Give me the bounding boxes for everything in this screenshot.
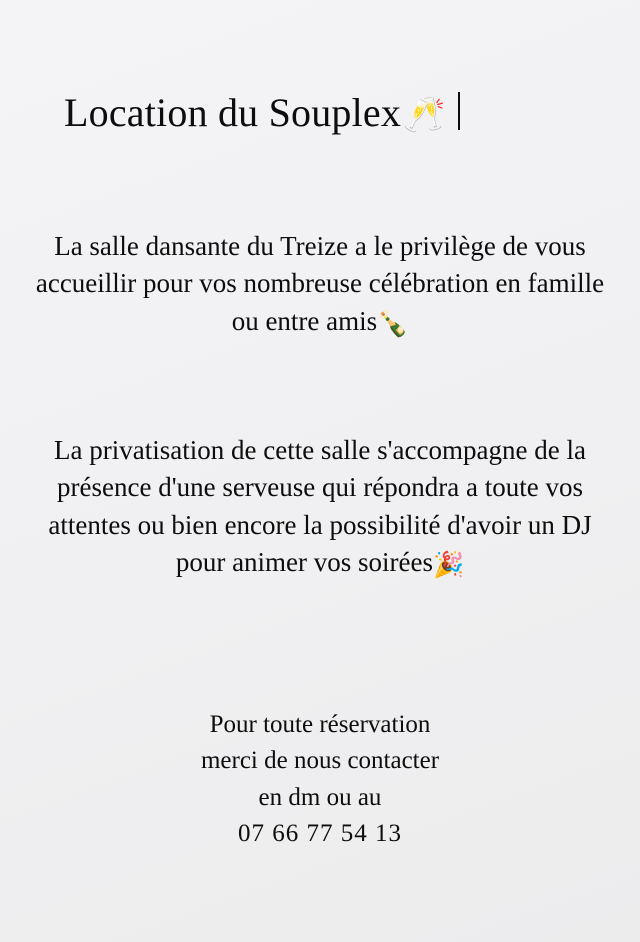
contact-line-1: Pour toute réservation <box>209 711 431 738</box>
paragraph-services <box>28 432 612 583</box>
contact-line-2: merci de nous contacter <box>200 747 440 775</box>
contact-phone-number[interactable]: 07 66 77 54 13 <box>238 819 402 847</box>
text-cursor <box>458 92 460 130</box>
paragraph-venue-intro-text: La salle dansante du Treize a le privilège de vous accueillir pour vos nombreuse célébration en famille ou entre amis <box>35 231 605 336</box>
champagne-glasses-icon: 🥂 <box>403 97 446 134</box>
paragraph-venue-intro <box>28 228 612 342</box>
page-title <box>64 88 592 135</box>
champagne-bottle-icon: 🍾 <box>377 310 409 338</box>
paragraph-services-text: La privatisation de cette salle s'accompagne de la présence d'une serveuse qui répondra a toute vos attentes ou bien encore la possibilité d'avoir un DJ pour animer vos soirées <box>48 435 592 577</box>
title-block <box>64 88 592 135</box>
page-title-text: Location du Souplex <box>64 90 402 135</box>
contact-line-3: en dm ou au <box>258 783 382 811</box>
contact-block <box>28 707 612 852</box>
party-popper-icon: 🎉 <box>433 551 465 579</box>
